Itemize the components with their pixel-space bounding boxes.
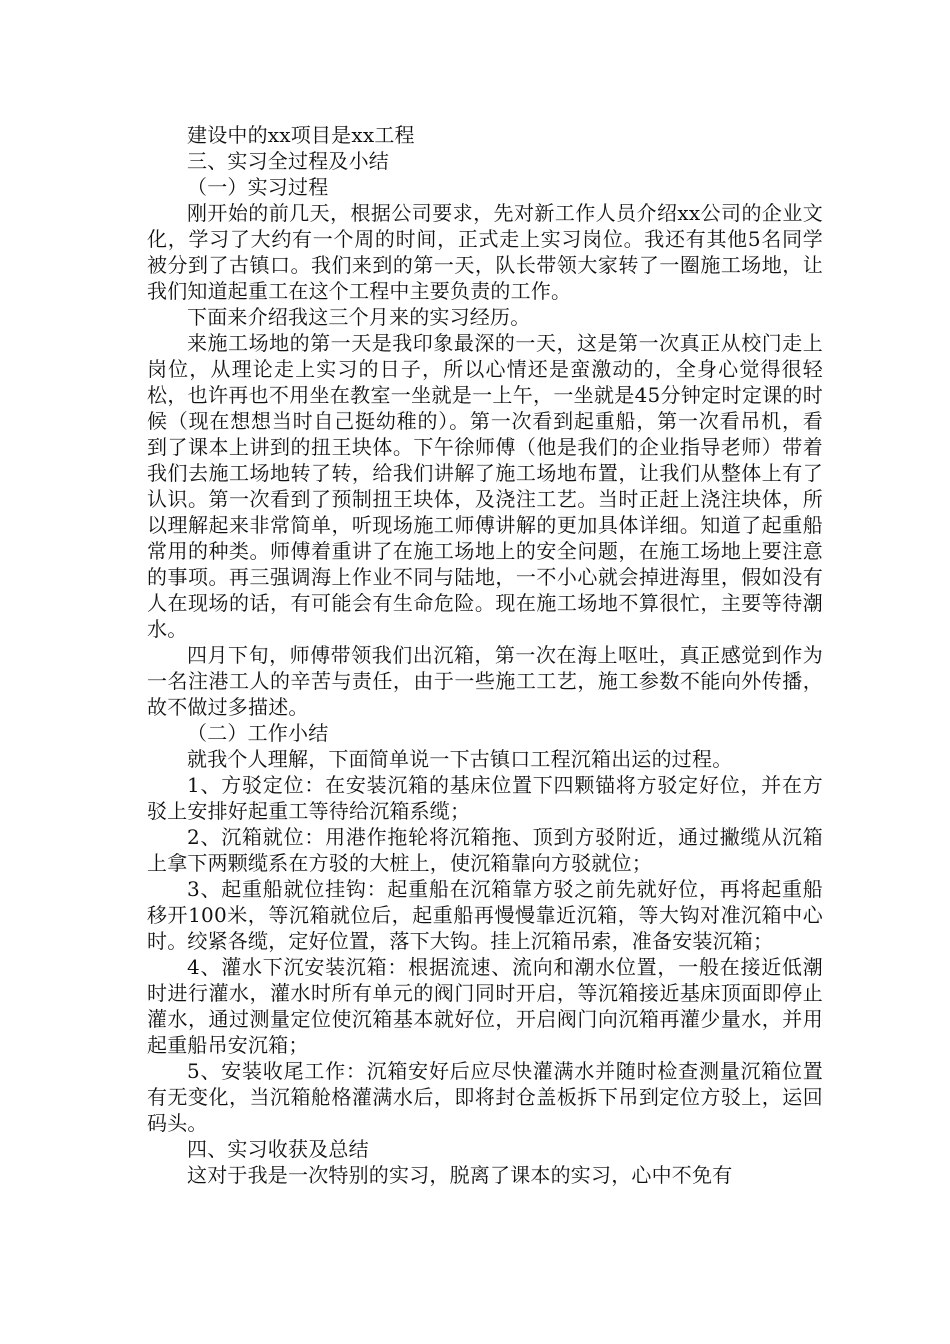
- section-heading-4: 四、实习收获及总结: [187, 1137, 369, 1161]
- paragraph-first-days: 刚开始的前几天，根据公司要求，先对新工作人员介绍xx公司的企业文化，学习了大约有一个周的时间，正式走上实习岗位。我还有其他5名同学被分到了古镇口。我们来到的第一天，队长带领大家转了一圈施工场地，让我们知道起重工在这个工程中主要负责的工作。: [147, 201, 823, 303]
- section-heading-3: 三、实习全过程及小结: [187, 149, 389, 173]
- paragraph-final-partial: 这对于我是一次特别的实习，脱离了课本的实习，心中不免有: [187, 1163, 733, 1187]
- paragraph-caisson-intro: 就我个人理解，下面简单说一下古镇口工程沉箱出运的过程。: [187, 747, 733, 771]
- paragraph-step-2: 2、沉箱就位：用港作拖轮将沉箱拖、顶到方驳附近，通过撇缆从沉箱上拿下两颗缆系在方驳的大桩上，使沉箱靠向方驳就位；: [147, 825, 823, 875]
- paragraph-step-1: 1、方驳定位：在安装沉箱的基床位置下四颗锚将方驳定好位，并在方驳上安排好起重工等待给沉箱系缆；: [147, 773, 823, 823]
- subsection-heading-summary: （二）工作小结: [187, 721, 329, 745]
- paragraph-intro-experience: 下面来介绍我这三个月来的实习经历。: [187, 305, 531, 329]
- paragraph-first-day-site: 来施工场地的第一天是我印象最深的一天，这是第一次真正从校门走上岗位，从理论走上实习的日子，所以心情还是蛮激动的，全身心觉得很轻松，也许再也不用坐在教室一坐就是一上午，一坐就是45分钟定时定课的时候（现在想想当时自己挺幼稚的）。第一次看到起重船，第一次看吊机，看到了课本上讲到的扭王块体。下午徐师傅（他是我们的企业指导老师）带着我们去施工场地转了转，给我们讲解了施工场地布置，让我们从整体上有了认识。第一次看到了预制扭王块体，及浇注工艺。当时正赶上浇注块体，所以理解起来非常简单，听现场施工师傅讲解的更加具体详细。知道了起重船常用的种类。师傅着重讲了在施工场地上的安全问题，在施工场地上要注意的事项。再三强调海上作业不同与陆地，一不小心就会掉进海里，假如没有人在现场的话，有可能会有生命危险。现在施工场地不算很忙，主要等待潮水。: [147, 331, 823, 641]
- paragraph-project-line: 建设中的xx项目是xx工程: [187, 123, 415, 147]
- paragraph-step-4: 4、灌水下沉安装沉箱：根据流速、流向和潮水位置，一般在接近低潮时进行灌水，灌水时所有单元的阀门同时开启，等沉箱接近基床顶面即停止灌水，通过测量定位使沉箱基本就好位，开启阀门向沉箱再灌少量水，并用起重船吊安沉箱；: [147, 955, 823, 1057]
- paragraph-step-5: 5、安装收尾工作：沉箱安好后应尽快灌满水并随时检查测量沉箱位置有无变化，当沉箱舱格灌满水后，即将封仓盖板拆下吊到定位方驳上，运回码头。: [147, 1059, 823, 1135]
- paragraph-step-3: 3、起重船就位挂钩：起重船在沉箱靠方驳之前先就好位，再将起重船移开100米，等沉箱就位后，起重船再慢慢靠近沉箱，等大钩对准沉箱中心时。绞紧各缆，定好位置，落下大钩。挂上沉箱吊索，准备安装沉箱；: [147, 877, 823, 953]
- document-body: [147, 122, 823, 1188]
- subsection-heading-process: （一）实习过程: [187, 175, 329, 199]
- paragraph-late-april: 四月下旬，师傅带领我们出沉箱，第一次在海上呕吐，真正感觉到作为一名注港工人的辛苦与责任，由于一些施工工艺，施工参数不能向外传播，故不做过多描述。: [147, 643, 823, 719]
